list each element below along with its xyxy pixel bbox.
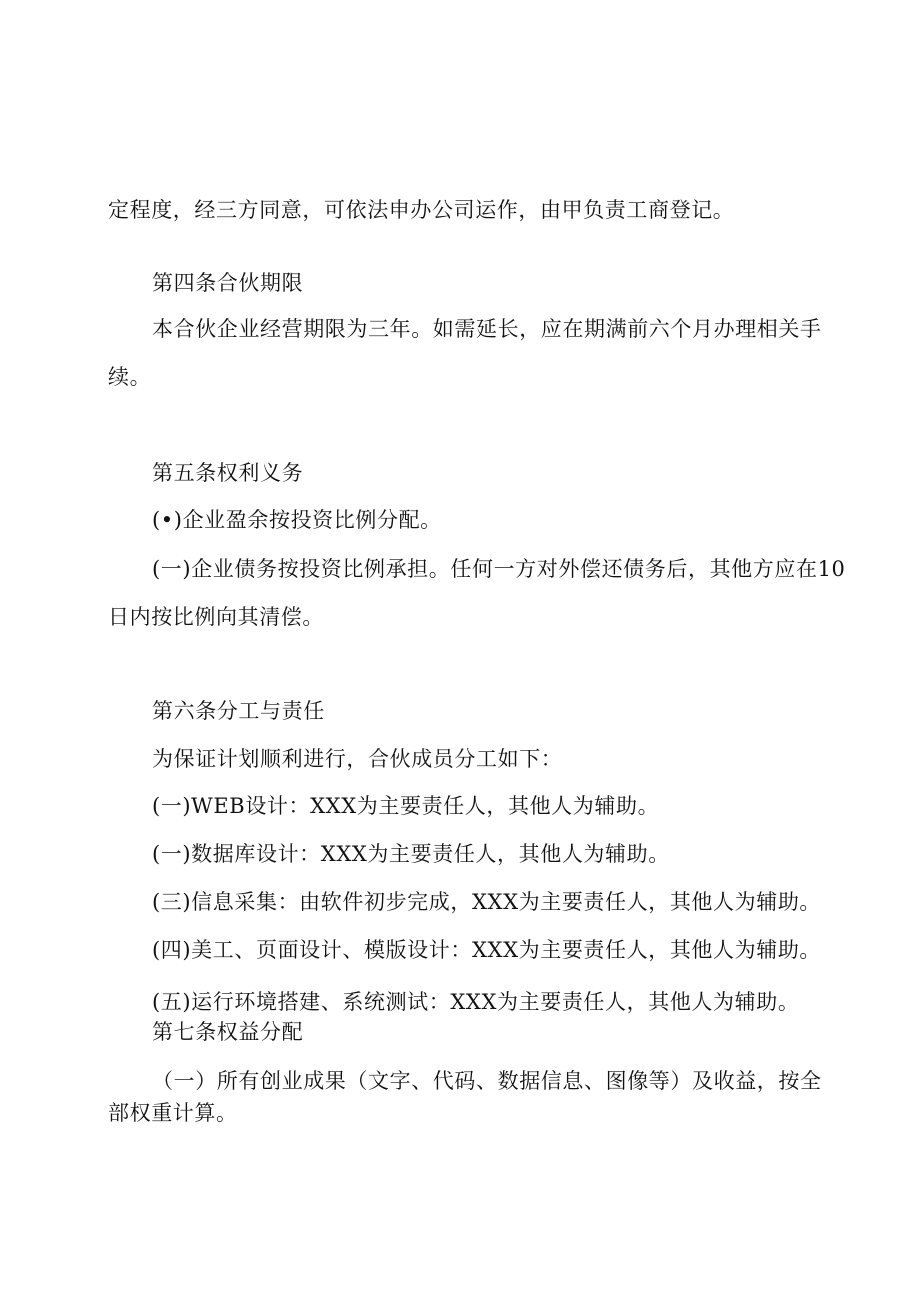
paragraph-continuation-line: 定程度，经三方同意，可依法申办公司运作，由甲负责工商登记。 (108, 198, 735, 222)
article-6-item-4: (四)美工、页面设计、模版设计：XXX为主要责任人，其他人为辅助。 (152, 938, 822, 962)
article-6-intro: 为保证计划顺利进行，合伙成员分工如下： (152, 747, 563, 771)
article-6-item-2: (一)数据库设计：XXX为主要责任人，其他人为辅助。 (152, 842, 670, 866)
article-5-item-2-line-2: 日内按比例向其清偿。 (108, 605, 324, 629)
article-7-item-1-line-2: 部权重计算。 (108, 1101, 238, 1125)
article-5-heading: 第五条权利义务 (152, 461, 304, 485)
article-7-heading: 第七条权益分配 (152, 1020, 304, 1044)
article-6-item-3: (三)信息采集：由软件初步完成，XXX为主要责任人，其他人为辅助。 (152, 890, 822, 914)
article-6-heading: 第六条分工与责任 (152, 699, 325, 723)
article-4-text-line-1: 本合伙企业经营期限为三年。如需延长，应在期满前六个月办理相关手 (152, 317, 822, 341)
article-5-item-2-line-1: (一)企业债务按投资比例承担。任何一方对外偿还债务后，其他方应在10 (152, 557, 846, 581)
article-4-heading: 第四条合伙期限 (152, 271, 304, 295)
article-5-item-1: (•)企业盈余按投资比例分配。 (152, 508, 442, 532)
article-4-text-line-2: 续。 (108, 365, 152, 389)
article-7-item-1-line-1: （一）所有创业成果（文字、代码、数据信息、图像等）及收益，按全 (152, 1069, 822, 1093)
article-6-item-1: (一)WEB设计：XXX为主要责任人，其他人为辅助。 (152, 794, 660, 818)
article-6-item-5: (五)运行环境搭建、系统测试：XXX为主要责任人，其他人为辅助。 (152, 990, 800, 1014)
